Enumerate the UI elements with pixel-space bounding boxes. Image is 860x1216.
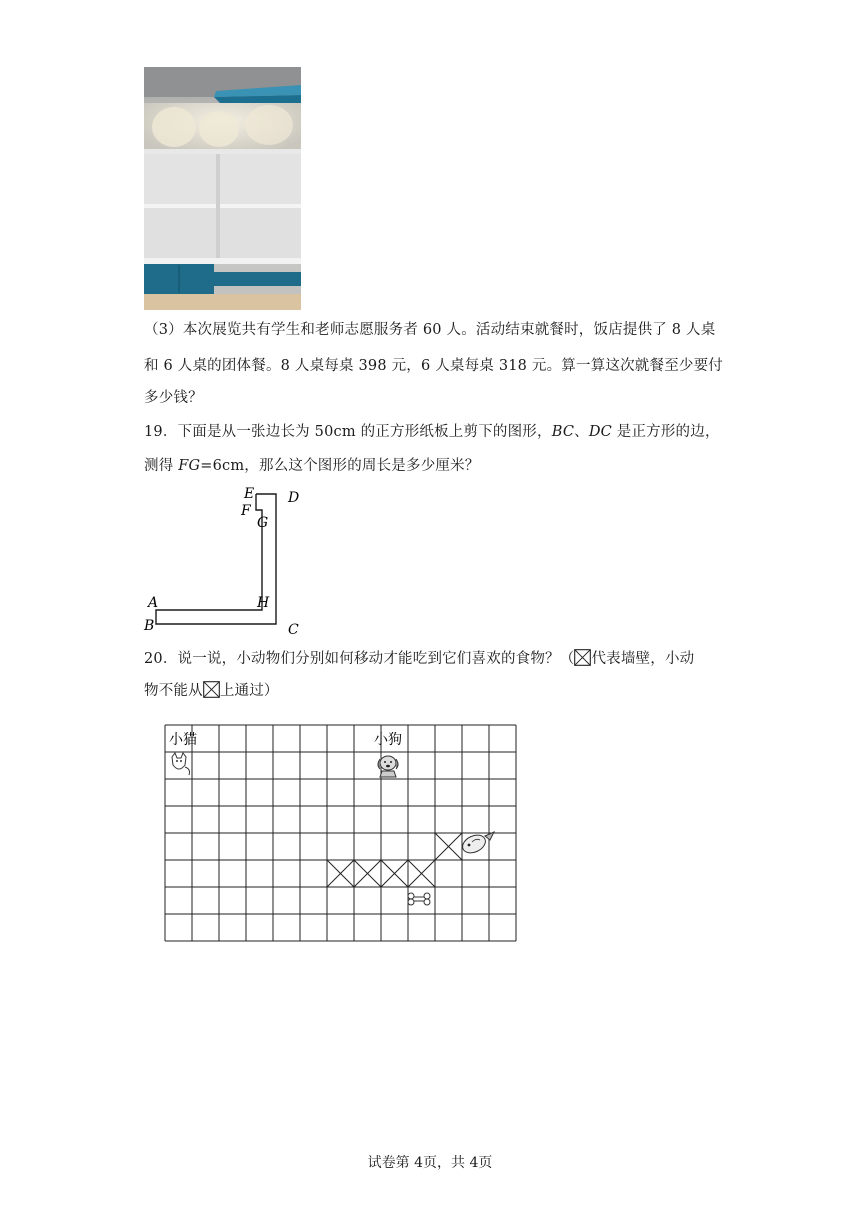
- wall-cell: [381, 860, 408, 887]
- dog-label: 小狗: [374, 732, 402, 748]
- display-cabinet-photo: [144, 67, 301, 310]
- q19-line1: 19．下面是从一张边长为 50cm 的正方形纸板上剪下的图形，BC、DC 是正方形的边，: [144, 424, 720, 440]
- q18-part3-line3: 多少钱？: [144, 390, 203, 406]
- label-g: G: [257, 515, 269, 531]
- q18-part3-line2: 和 6 人桌的团体餐。8 人桌每桌 398 元，6 人桌每桌 318 元。算一算这次就餐至少要付: [144, 358, 723, 374]
- l-shape-figure: [140, 482, 310, 638]
- label-d: D: [288, 490, 300, 506]
- label-f: F: [241, 503, 251, 519]
- cat-icon: [172, 753, 190, 775]
- label-b: B: [144, 618, 155, 634]
- bone-icon: [408, 893, 430, 905]
- label-c: C: [288, 622, 299, 638]
- wall-cell: [435, 833, 462, 860]
- cat-label: 小猫: [169, 732, 197, 748]
- wall-cell: [354, 860, 381, 887]
- page-footer: 试卷第 4页，共 4页: [367, 1155, 493, 1171]
- label-a: A: [148, 595, 159, 611]
- movement-grid: [160, 720, 522, 942]
- wall-cell: [408, 860, 435, 887]
- label-e: E: [244, 486, 255, 502]
- dog-icon: [378, 756, 398, 777]
- q20-line1: 20．说一说，小动物们分别如何移动才能吃到它们喜欢的食物？（ 代表墙壁，小动: [144, 651, 695, 667]
- wall-icon: [574, 649, 591, 666]
- q20-line2: 物不能从 上通过）: [144, 683, 279, 699]
- q19-line2: 测得 FG=6cm，那么这个图形的周长是多少厘米？: [144, 458, 480, 474]
- q18-part3-line1: （3）本次展览共有学生和老师志愿服务者 60 人。活动结束就餐时，饭店提供了 8 人桌: [144, 322, 716, 338]
- label-h: H: [257, 595, 270, 611]
- wall-icon: [203, 681, 220, 698]
- wall-cell: [327, 860, 354, 887]
